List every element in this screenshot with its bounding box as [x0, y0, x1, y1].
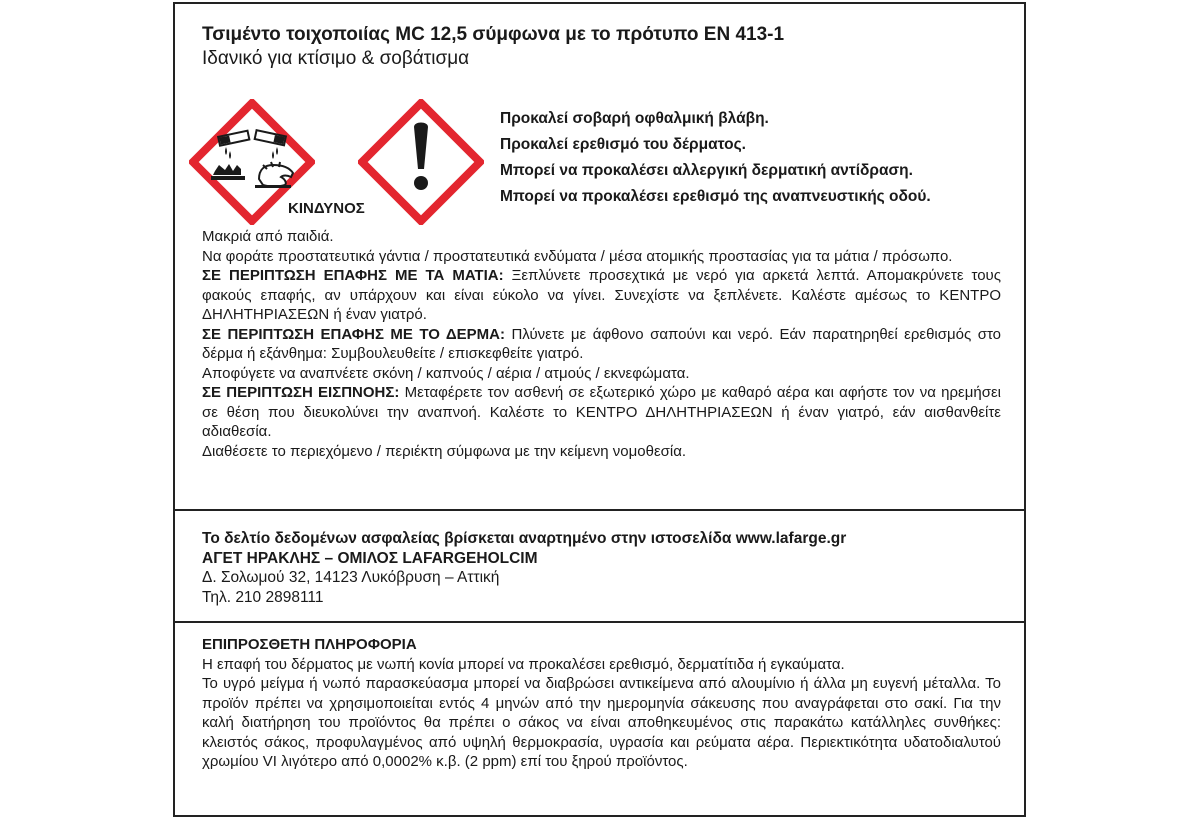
- skin-contact-heading: ΣΕ ΠΕΡΙΠΤΩΣΗ ΕΠΑΦΗΣ ΜΕ ΤΟ ΔΕΡΜΑ:: [202, 325, 505, 343]
- eye-contact-advice: [202, 266, 1001, 325]
- ghs07-exclamation-icon: [358, 99, 484, 225]
- label-frame: [173, 2, 1026, 817]
- precautionary-statements: [202, 227, 1001, 461]
- company-phone: Τηλ. 210 2898111: [202, 588, 324, 606]
- keep-from-children: Μακριά από παιδιά.: [202, 228, 334, 245]
- hazard-statement: Μπορεί να προκαλέσει ερεθισμό της αναπνευστικής οδού.: [500, 188, 931, 205]
- company-name: ΑΓΕΤ ΗΡΑΚΛΗΣ – ΟΜΙΛΟΣ LAFARGEHOLCIM: [202, 549, 538, 567]
- hazard-statement: Προκαλεί ερεθισμό του δέρματος.: [500, 136, 746, 153]
- inhalation-text: Μεταφέρετε τον ασθενή σε εξωτερικό χώρο με καθαρό αέρα και αφήστε τον να ηρεμήσει σε θέση που διευκολύνει την αναπνοή. Καλέστε το ΚΕΝΤΡΟ ΔΗΛΗΤΗΡΙΑΣΕΩΝ ή έναν γιατρό, εάν αισθανθείτε αδιαθεσία.: [202, 384, 1001, 440]
- skin-contact-advice: [202, 325, 1001, 364]
- eye-contact-text: Ξεπλύνετε προσεχτικά με νερό για αρκετά λεπτά. Απομακρύνετε τους φακούς επαφής, αν υπάρχουν και είναι εύκολο να γίνει. Συνεχίστε να ξεπλένετε. Καλέστε αμέσως το ΚΕΝΤΡΟ ΔΗΛΗΤΗΡΙΑΣΕΩΝ ή έναν γιατρό.: [202, 267, 1001, 323]
- skin-contact-text: Πλύνετε με άφθονο σαπούνι και νερό. Εάν παρατηρηθεί ερεθισμός στο δέρμα ή εξάνθημα: Συμβουλευθείτε / επισκεφθείτε γιατρό.: [202, 325, 1002, 362]
- protection-advice: Να φοράτε προστατευτικά γάντια / προστατευτικά ενδύματα / μέσα ατομικής προστασίας για τα μάτια / πρόσωπο.: [202, 247, 953, 265]
- product-title: Τσιμέντο τοιχοποιίας MC 12,5 σύμφωνα με το πρότυπο EN 413-1: [202, 24, 785, 45]
- additional-info-heading: ΕΠΙΠΡΟΣΘΕΤΗ ΠΛΗΡΟΦΟΡΙΑ: [202, 636, 417, 653]
- signal-word: ΚΙΝΔΥΝΟΣ: [288, 200, 365, 217]
- hazard-statement: Προκαλεί σοβαρή οφθαλμική βλάβη.: [500, 110, 769, 127]
- company-address: Δ. Σολωμού 32, 14123 Λυκόβρυση – Αττική: [202, 569, 500, 586]
- product-subtitle: Ιδανικό για κτίσιμο & σοβάτισμα: [202, 48, 470, 69]
- avoid-breathing-advice: Αποφύγετε να αναπνέετε σκόνη / καπνούς / αέρια / ατμούς / εκνεφώματα.: [202, 364, 690, 382]
- contact-section: [175, 509, 1024, 623]
- hazard-statements: [500, 106, 931, 210]
- hazard-statement: Μπορεί να προκαλέσει αλλεργική δερματική αντίδραση.: [500, 162, 913, 179]
- additional-info-paragraph: Η επαφή του δέρματος με νωπή κονία μπορεί να προκαλέσει ερεθισμό, δερματίτιδα ή εγκαύματα.: [202, 655, 845, 673]
- disposal-advice: Διαθέσετε το περιεχόμενο / περιέκτη σύμφωνα με την κείμενη νομοθεσία.: [202, 442, 687, 460]
- sds-notice: Το δελτίο δεδομένων ασφαλείας βρίσκεται αναρτημένο στην ιστοσελίδα www.lafarge.gr: [202, 530, 847, 547]
- inhalation-heading: ΣΕ ΠΕΡΙΠΤΩΣΗ ΕΙΣΠΝΟΗΣ:: [202, 384, 400, 401]
- additional-info-paragraph: Το υγρό μείγμα ή νωπό παρασκεύασμα μπορεί να διαβρώσει αντικείμενα από αλουμίνιο ή άλλα μη ευγενή μέταλλα. Το προϊόν πρέπει να χρησιμοποιείται εντός 4 μηνών από την ημερομηνία σάκευσης που αναγράφεται στο σακί. Για την καλή διατήρηση του προϊόντος θα πρέπει ο σάκος να είναι αποθηκευμένος στις παρακάτω κατάλληλες συνθήκες: κλειστός σάκος, προφυλαγμένος από υψηλή θερμοκρασία, υγρασία και ρεύματα αέρα. Περιεκτικότητα υδατοδιαλυτού χρωμίου VI λιγότερο από 0,0002% κ.β. (2 ppm) επί του ξηρού προϊόντος.: [202, 675, 1001, 770]
- inhalation-advice: [202, 383, 1001, 442]
- eye-contact-heading: ΣΕ ΠΕΡΙΠΤΩΣΗ ΕΠΑΦΗΣ ΜΕ ΤΑ ΜΑΤΙΑ:: [202, 267, 504, 284]
- hazard-section: [175, 4, 1024, 509]
- additional-info-section: [175, 621, 1024, 815]
